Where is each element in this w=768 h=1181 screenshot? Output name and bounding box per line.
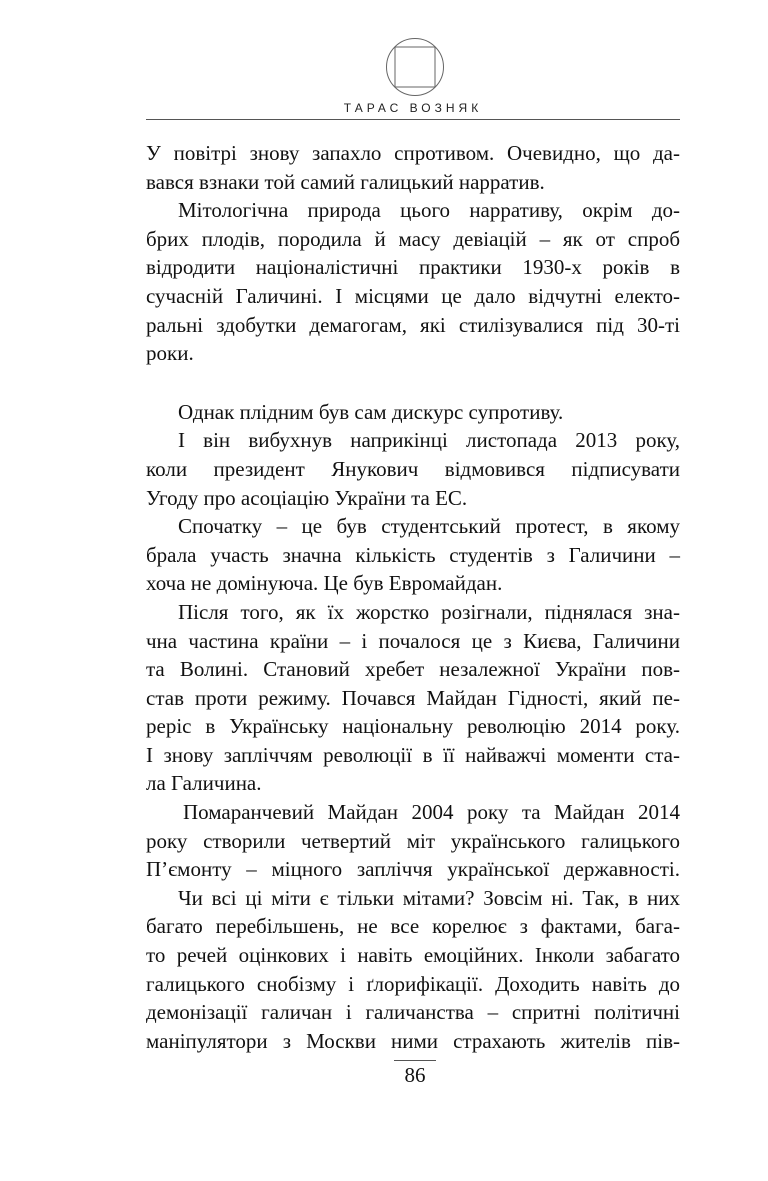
text-line: маніпулятори з Москви ними страхають жителів пів- [146,1028,680,1053]
text-line: П’ємонту – міцного запліччя української державності. [146,857,680,882]
text-line: сучасній Галичині. І місцями це дало відчутні електо- [146,283,680,308]
text-line: року створили четвертий міт українського галицького [146,828,680,853]
page-number: 86 [404,1063,426,1087]
text-line: вався взнаки той самий галицький нарратив. [146,169,545,194]
header-rule [146,119,680,120]
text-line: Мітологічна природа цього нарративу, окрім до- [178,198,680,223]
text-line: коли президент Янукович відмовився підписувати [146,456,680,481]
running-head-author: ТАРАС ВОЗНЯК [343,101,483,115]
text-line: галицького снобізму і ґлорифікації. Доходить навіть до [146,971,680,996]
text-line: брала участь значна кількість студентів з Галичини – [146,542,680,567]
text-line: У повітрі знову запахло спротивом. Очевидно, що да- [146,141,680,165]
text-line: багато перебільшень, не все корелює з фактами, бага- [146,914,680,939]
footer-rule [394,1060,436,1061]
text-line: Помаранчевий Майдан 2004 року та Майдан 2014 [183,800,680,825]
text-line: І знову заплiччям революції в її найважчі моменти ста- [146,742,680,767]
text-line: став проти режиму. Почався Майдан Гідності, який пе- [146,685,680,710]
text-line: Угоду про асоціацію України та ЕС. [146,485,468,510]
body-text [146,139,680,1055]
text-line: реріс в Українську національну революцію 2014 року. [146,714,680,739]
paragraph-gap [146,368,680,398]
text-line: брих плодів, породила й масу девіацій – як от спроб [146,226,680,251]
text-line: демонізації галичан і галичанства – спритні політичні [146,1000,680,1025]
text-line: І він вибухнув наприкінці листопада 2013 року, [178,428,680,453]
text-line: Після того, як їх жорстко розігнали, піднялася зна- [178,599,680,624]
text-line: роки. [146,341,194,366]
text-line: то речей оцінкових і навіть емоційних. Інколи забагато [146,943,680,968]
text-line: Чи всі ці міти є тільки мітами? Зовсім ні. Так, в них [178,885,680,910]
text-line: хоча не домінуюча. Це був Евромайдан. [146,571,503,596]
text-line: чна частина країни – і почалося це з Києва, Галичини [146,628,680,653]
text-line: Однак плідним був сам дискурс супротиву. [178,399,564,424]
circle-square-emblem-icon [385,37,445,97]
text-line: ральні здобутки демагогам, які стилізувалися під 30-ті [146,312,680,337]
text-line: та Волині. Становий хребет незалежної України пов- [146,657,680,682]
text-line: відродити націоналістичні практики 1930-х років в [146,255,680,280]
text-line: ла Галичина. [146,771,262,796]
text-line: Спочатку – це був студентський протест, в якому [178,514,680,539]
